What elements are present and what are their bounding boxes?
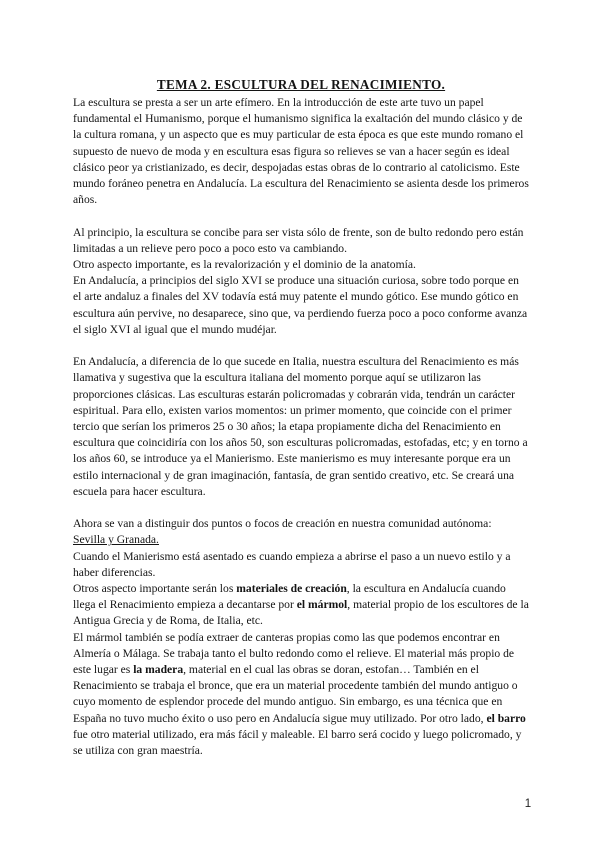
paragraph-mannerism: Cuando el Manierismo está asentado es cuando empieza a abrirse el paso a un nuevo estilo y a haber diferencias. [73,549,511,579]
marble-text-2: , material en el cual las obras se doran, estofan… También en el Renacimiento se trabaja el bronce, que era un material procedente también del mundo antiguo o cuyo momento de esplendor procede del mundo antiguo. Sin embargo, es una técnica que en España no tuvo mucho éxito o uso pero en Andalucía sigue muy utilizado. Por otro lado, [73,663,518,725]
paragraph-materials [73,581,529,630]
materials-bold-creation: materiales de creación [236,582,347,596]
paragraph-creation-centers [73,516,529,548]
creation-centers-cities: Sevilla y Granada. [73,533,159,547]
materials-text-3: , material propio de los escultores de la Antigua Grecia y de Roma, de Italia, etc. [73,598,529,628]
paragraph-gothic-survival: En Andalucía, a principios del siglo XVI se produce una situación curiosa, sobre todo porque en el arte andaluz a finales del XV todavía está muy patente el mundo gótico. Ese mundo gótico en escultura aún pervive, no desaparece, sino que, va perdiendo fuerza poco a poco conforme avanza el siglo XVI al igual que el mundo mudéjar. [73,274,528,336]
paragraph-frontal-view: Al principio, la escultura se concibe para ser vista sólo de frente, son de bulto redondo pero están limitadas a un relieve pero poco a poco esto va cambiando. [73,225,524,255]
paragraph-spacer [73,338,529,354]
materials-bold-marble: el mármol [296,598,348,612]
paragraph-andalusian-sculpture: En Andalucía, a diferencia de lo que sucede en Italia, nuestra escultura del Renacimiento es más llamativa y sugestiva que la escultura italiana del momento porque aquí se utilizaron las proporciones clásicas. Las esculturas estarán policromadas y cobrarán vida, tendrán un carácter espiritual. Para ello, existen varios momentos: un primer momento, que coincide con el primer tercio que serían los primeros 25 o 30 años; la etapa propiamente dicha del Renacimiento en escultura que coincidiría con los años 50, son esculturas policromadas, estofadas, etc; y en torno a los años 60, se introduce ya el Manierismo. Este manierismo es muy interesante porque era un estilo internacional y de gran imaginación, fantasía, de gran sentido creativo, etc. Se creará una escuela para hacer escultura. [73,355,528,498]
materials-text-1: Otros aspecto importante serán los [73,582,237,596]
paragraph-anatomy: Otro aspecto importante, es la revalorización y el dominio de la anatomía. [73,258,416,272]
marble-bold-clay: el barro [486,711,526,725]
paragraph-intro: La escultura se presta a ser un arte efímero. En la introducción de este arte tuvo un papel fundamental el Humanismo, porque el humanismo significa la exaltación del mundo clásico y de la cultura romana, y un aspecto que es muy particular de esta época es que este mundo romano el supuesto de nuevo de moda y en escultura esas figura so relieves se van a hacer según es ideal clásico peor ya cristianizado, es decir, despojadas estas obras de lo contrario al catolicismo. Este mundo foráneo penetra en Andalucía. La escultura del Renacimiento se asienta desde los primeros años. [73,96,529,207]
paragraph-spacer [73,500,529,516]
marble-bold-wood: la madera [133,663,184,677]
page-number: 1 [524,798,532,810]
paragraph-spacer [73,208,529,224]
document-title: TEMA 2. ESCULTURA DEL RENACIMIENTO. [156,77,446,92]
marble-text-1: El mármol también se podía extraer de canteras propias como las que podemos encontrar en Almería o Málaga. Se trabaja tanto el bulto redondo como el relieve. El material más propio de este lugar es [73,630,515,677]
paragraph-marble-wood-clay [73,630,529,760]
marble-text-3: fue otro material utilizado, era más fácil y maleable. El barro será cocido y luego policromado, y se utiliza con gran maestría. [73,727,522,758]
document-body [73,76,529,759]
materials-text-2: , la escultura en Andalucía cuando llega el Renacimiento empieza a decantarse por [73,582,506,612]
creation-centers-text: Ahora se van a distinguir dos puntos o focos de creación en nuestra comunidad autónoma: [73,517,492,531]
